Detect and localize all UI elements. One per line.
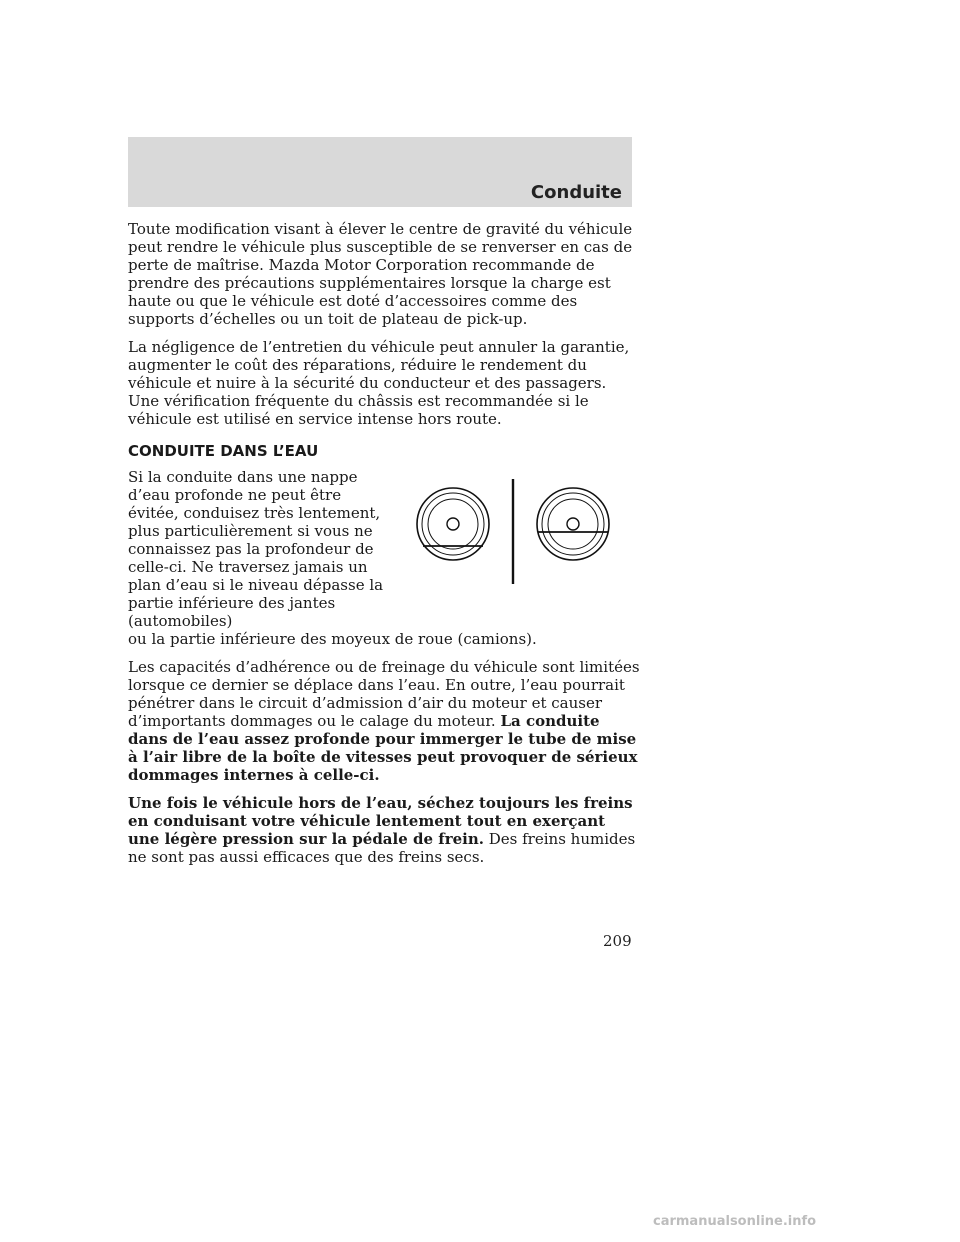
braking-text: Les capacités d’adhérence ou de freinage du véhicule sont limitées lorsque ce dernier se déplace dans l’eau. En outre, l’eau pourrait pénétrer dans le circuit d’admission d’air du moteur et causer d’importants dommages ou le calage du moteur.: [128, 658, 640, 730]
section-title: Conduite: [530, 182, 622, 203]
paragraph-dry-brakes: [128, 794, 640, 866]
paragraph-center-of-gravity: Toute modification visant à élever le centre de gravité du véhicule peut rendre le véhicule plus susceptible de se renverser en cas de perte de maîtrise. Mazda Motor Corporation recommande de prendre des précautions supplémentaires lorsque la charge est haute ou que le véhicule est doté d’accessoires comme des supports d’échelles ou un toit de plateau de pick-up.: [128, 220, 633, 328]
page-content: [128, 220, 640, 876]
section-heading-water: CONDUITE DANS L’EAU: [128, 442, 319, 460]
wheel-water-level-illustration: [413, 474, 628, 584]
water-text-tail: ou la partie inférieure des moyeux de roue (camions).: [128, 630, 537, 648]
section-header-band: [128, 137, 632, 207]
car-wheel-icon: [417, 488, 489, 560]
dry-brakes-warning: Une fois le véhicule hors de l’eau, séchez toujours les freins en conduisant votre véhicule lentement tout en exerçant une légère pression sur la pédale de frein.: [128, 794, 633, 848]
truck-wheel-icon: [537, 488, 609, 560]
watermark: carmanualsonline.info: [653, 1214, 817, 1229]
paragraph-maintenance: La négligence de l’entretien du véhicule peut annuler la garantie, augmenter le coût des réparations, réduire le rendement du véhicule et nuire à la sécurité du conducteur et des passagers. Une vérification fréquente du châssis est recommandée si le véhicule est utilisé en service intense hors route.: [128, 338, 630, 428]
page-number: 209: [603, 932, 632, 950]
braking-warning: La conduite dans de l’eau assez profonde pour immerger le tube de mise à l’air libre de la boîte de vitesses peut provoquer de sérieux dommages internes à celle-ci.: [128, 712, 638, 784]
dry-brakes-text: Des freins humides ne sont pas aussi efficaces que des freins secs.: [128, 830, 636, 866]
paragraph-braking: [128, 658, 640, 784]
water-driving-block: [128, 468, 640, 648]
water-text-wrapped: Si la conduite dans une nappe d’eau profonde ne peut être évitée, conduisez très lentement, plus particulièrement si vous ne connaissez pas la profondeur de celle-ci. Ne traversez jamais un plan d’eau si le niveau dépasse la partie inférieure des jantes (automobiles): [128, 468, 384, 630]
